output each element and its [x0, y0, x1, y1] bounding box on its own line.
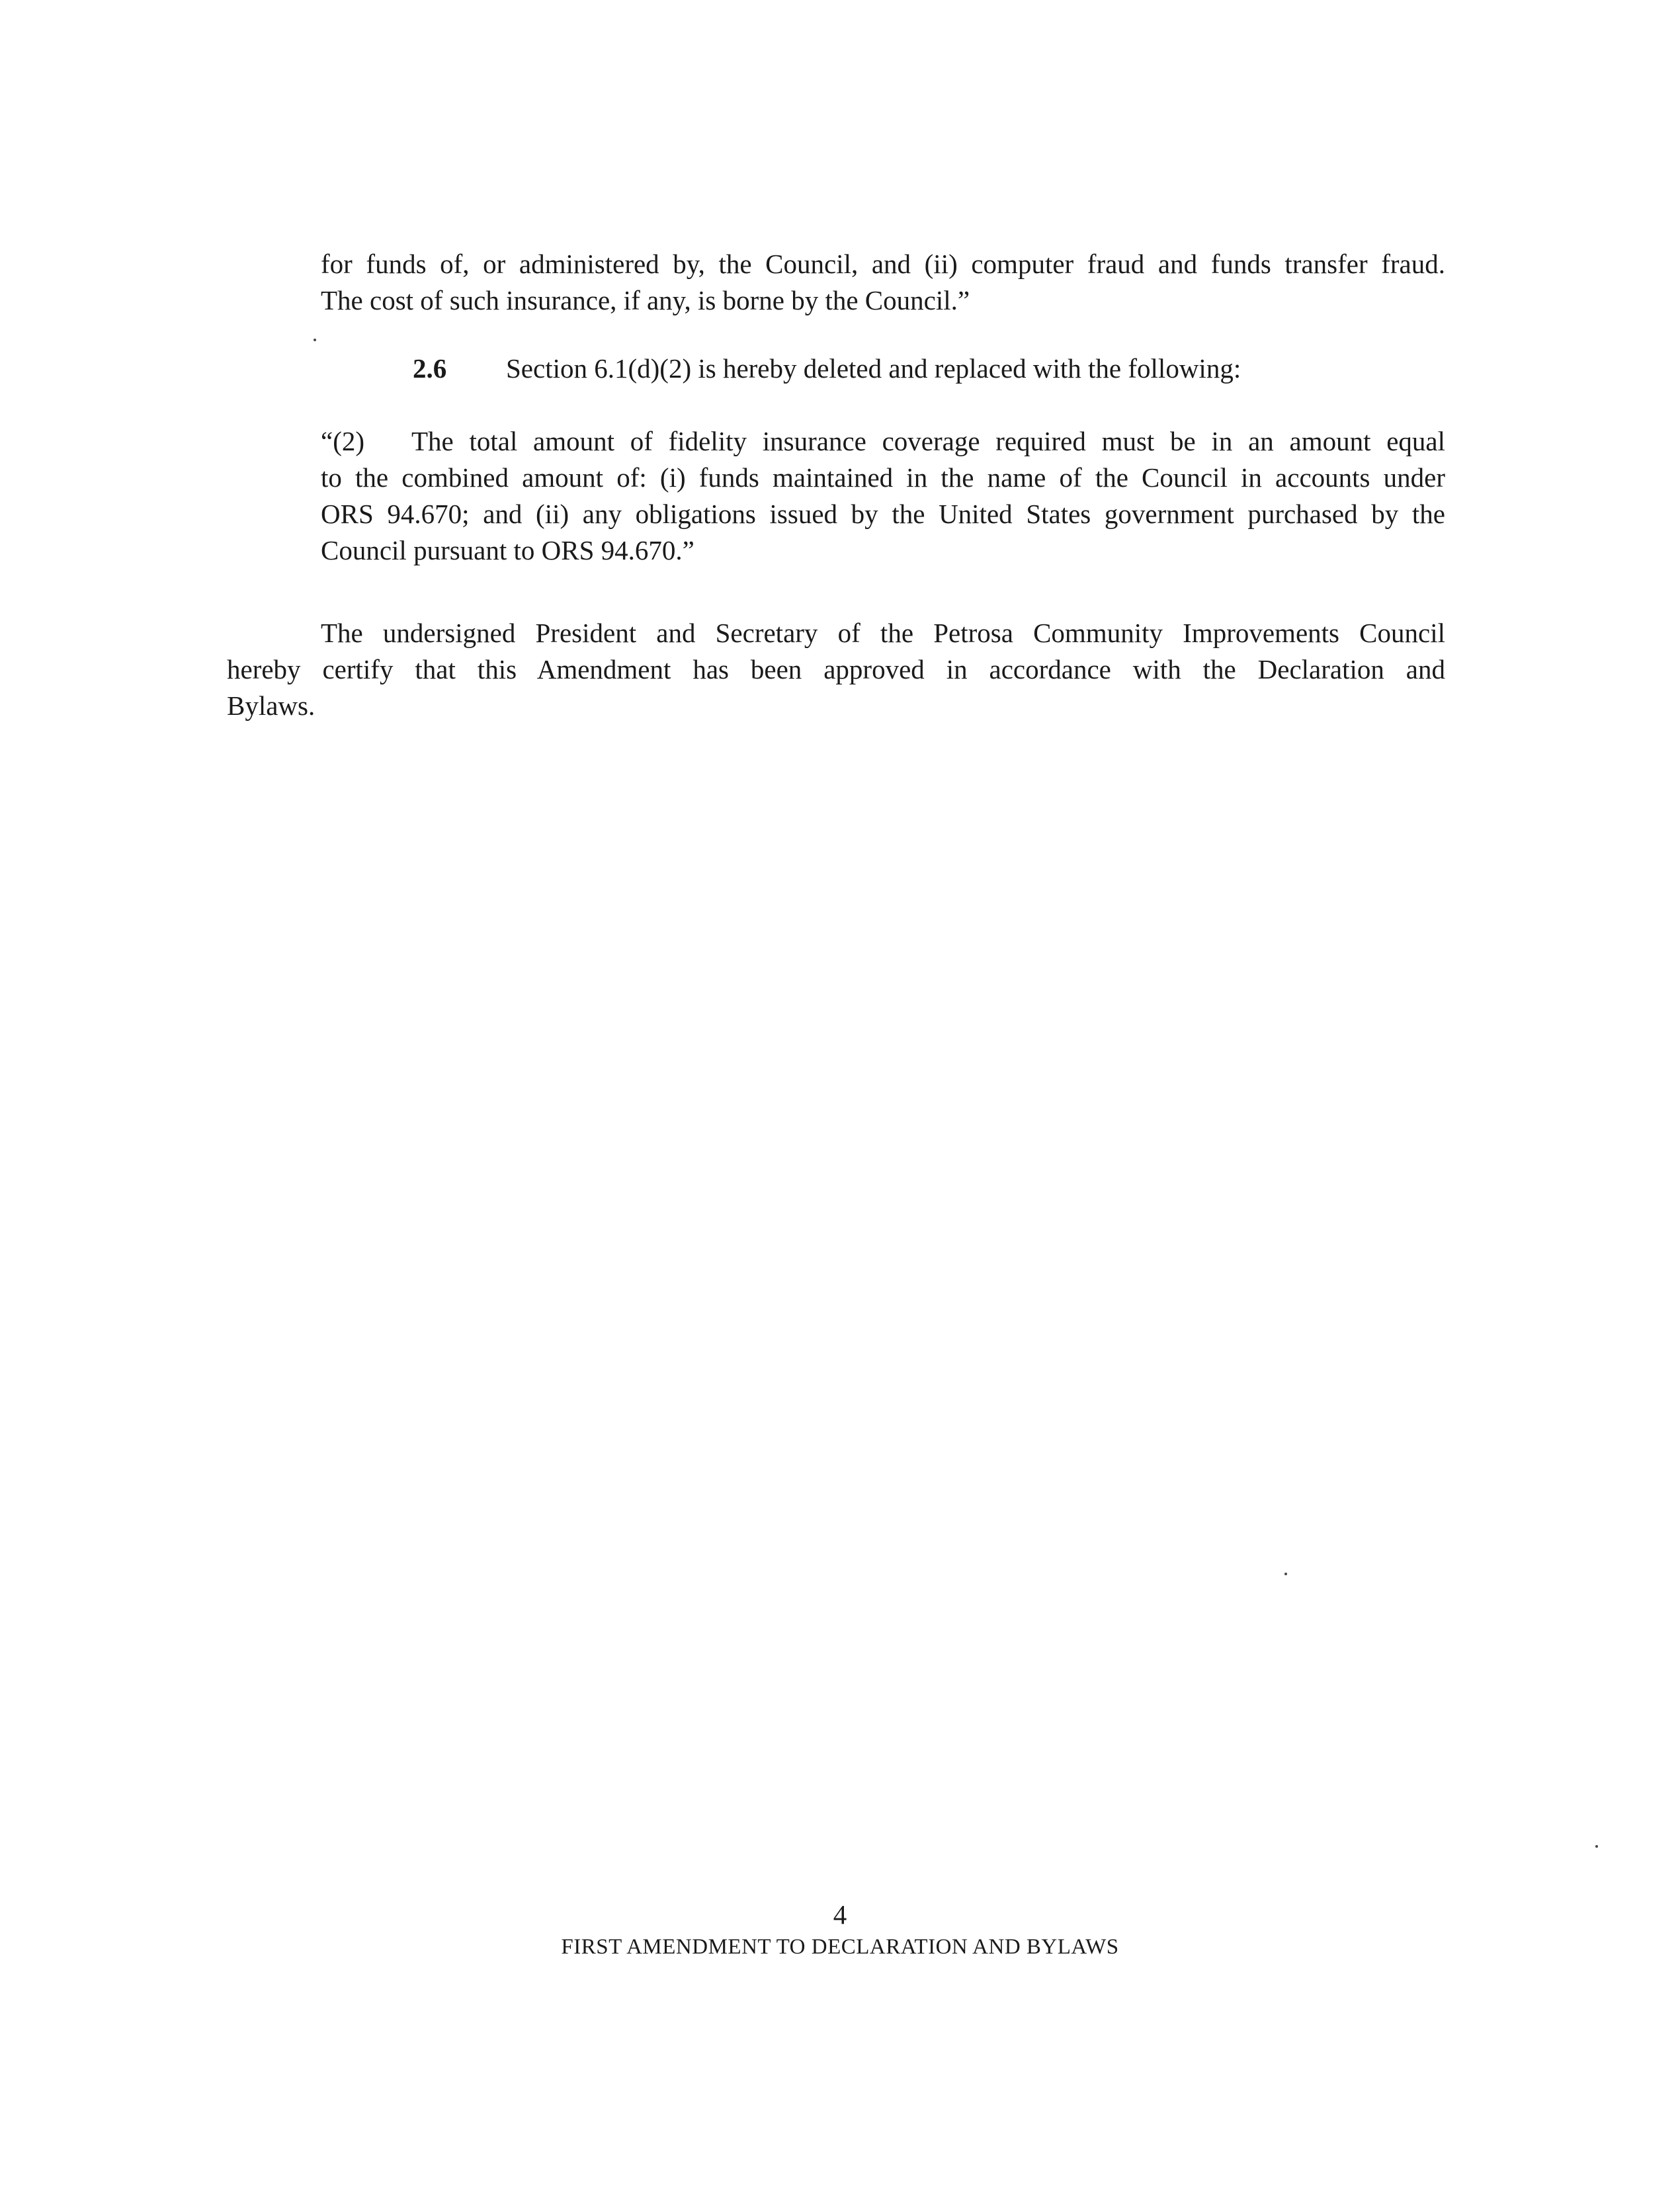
replacement-paragraph: [321, 423, 1445, 569]
paragraph-line: to the combined amount of: (i) funds maintained in the name of the Council in accounts under: [321, 462, 1445, 493]
scan-speck: [1284, 1573, 1287, 1575]
paragraph-line: hereby certify that this Amendment has been approved in accordance with the Declaration and: [227, 654, 1445, 684]
paragraph-line-text: The undersigned President and Secretary of the Petrosa Community Improvements Council: [321, 618, 1445, 648]
paragraph-line: for funds of, or administered by, the Council, and (ii) computer fraud and funds transfer fraud.: [321, 249, 1445, 279]
paragraph-line-text: The total amount of fidelity insurance coverage required must be in an amount equal: [411, 426, 1445, 456]
section-text: Section 6.1(d)(2) is hereby deleted and replaced with the following:: [506, 353, 1241, 384]
scan-speck: [1595, 1845, 1598, 1848]
paragraph-first-line: [227, 615, 1445, 651]
certification-paragraph: [227, 615, 1445, 724]
continuation-paragraph: [321, 246, 1445, 319]
page-footer: [0, 1898, 1680, 1963]
section-heading: [413, 350, 1241, 387]
section-number: 2.6: [413, 353, 447, 384]
paragraph-line: The cost of such insurance, if any, is borne by the Council.”: [321, 285, 970, 315]
replacement-lead: “(2): [321, 426, 365, 456]
paragraph-first-line: [321, 423, 1445, 460]
paragraph-line: Council pursuant to ORS 94.670.”: [321, 535, 694, 565]
footer-title: FIRST AMENDMENT TO DECLARATION AND BYLAWS: [561, 1935, 1119, 1959]
page-number: 4: [833, 1899, 847, 1930]
paragraph-line: ORS 94.670; and (ii) any obligations issued by the United States government purchased by the: [321, 499, 1445, 529]
paragraph-line: Bylaws.: [227, 690, 315, 721]
scan-speck: [314, 339, 316, 341]
